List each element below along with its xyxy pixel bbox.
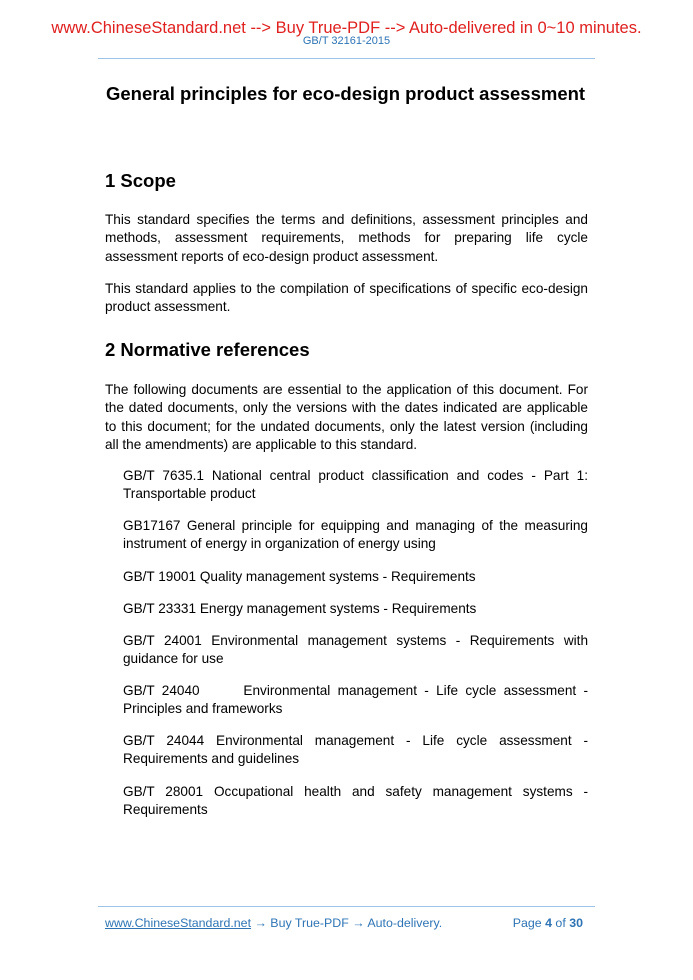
page-footer [105,916,588,930]
reference-item: GB/T 24001 Environmental management systems - Requirements with guidance for use [123,633,588,667]
page-of: of [551,916,570,930]
section-heading-scope: 1 Scope [105,170,176,191]
page-current: 4 [545,916,552,930]
document-number: GB/T 32161-2015 [302,35,391,47]
reference-item: GB/T 19001 Quality management systems - Requirements [123,569,476,584]
section-heading-normative-references: 2 Normative references [105,339,310,360]
footer-tagline: → Buy True-PDF → Auto-delivery. [251,916,443,930]
reference-item: GB/T 24044 Environmental management - Life cycle assessment - Requirements and guidelines [123,733,588,767]
header-divider [98,58,595,59]
reference-item: GB/T 28001 Occupational health and safety management systems - Requirements [123,784,588,818]
footer-divider [98,906,595,907]
document-title: General principles for eco-design product assessment [106,83,586,104]
reference-item: GB/T 23331 Energy management systems - Requirements [123,601,477,616]
scope-paragraph-1: This standard specifies the terms and definitions, assessment principles and methods, assessment requirements, methods for preparing life cycle assessment reports of eco-design product assessment. [105,212,588,264]
watermark-banner: www.ChineseStandard.net --> Buy True-PDF --> Auto-delivered in 0~10 minutes. [51,19,642,37]
normative-references-intro: The following documents are essential to the application of this document. For the dated documents, only the versions with the dates indicated are applicable to this document; for the undated documents, only the latest version (including all the amendments) are applicable to this standard. [105,382,588,452]
page-indicator [513,916,583,930]
page-total: 30 [569,916,583,930]
reference-item: GB/T 7635.1 National central product classification and codes - Part 1: Transportable product [123,468,588,502]
page-label: Page [512,916,546,930]
footer-store-link[interactable]: www.ChineseStandard.net [105,916,252,930]
scope-paragraph-2: This standard applies to the compilation of specifications of specific eco-design product assessment. [105,281,588,315]
reference-item: GB/T 24040 Environmental management - Life cycle assessment - Principles and frameworks [123,683,588,717]
reference-item: GB17167 General principle for equipping and managing of the measuring instrument of energy in organization of energy using [123,518,588,552]
